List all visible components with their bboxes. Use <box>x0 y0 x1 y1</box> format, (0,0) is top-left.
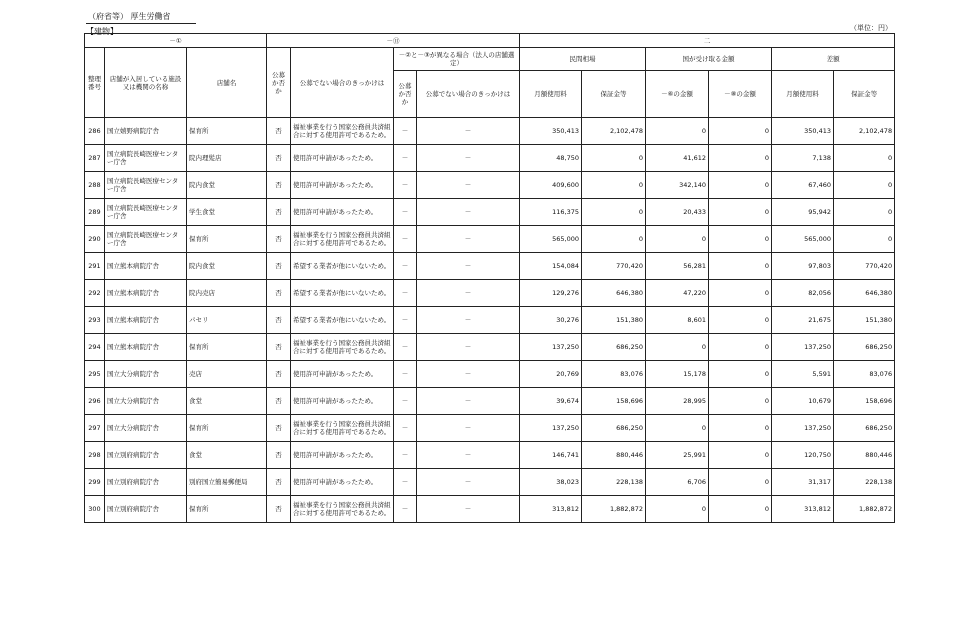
row-state-8: 0 <box>709 226 772 253</box>
row-state-6: 56,281 <box>646 253 709 280</box>
table-row <box>85 307 895 334</box>
row-facility: 国立大分病院庁舎 <box>105 361 187 388</box>
row-reason: 希望する業者が他にいないため。 <box>291 307 394 334</box>
row-state-8: 0 <box>709 496 772 523</box>
row-diff-deposit: 0 <box>834 226 895 253</box>
row-state-8: 0 <box>709 469 772 496</box>
row-reason: 福祉事業を行う国家公務員共済組合に対する使用許可であるため。 <box>291 118 394 145</box>
row-diff-deposit: 880,446 <box>834 442 895 469</box>
row-market-deposit: 686,250 <box>582 334 646 361</box>
row-reason2: － <box>417 334 520 361</box>
row-no: 296 <box>85 388 105 415</box>
col-amount6-header: －⑥の金額 <box>646 71 709 118</box>
row-public: 否 <box>267 172 291 199</box>
row-store: 保育所 <box>187 415 267 442</box>
row-store: 保育所 <box>187 118 267 145</box>
row-diff-deposit: 158,696 <box>834 388 895 415</box>
row-reason2: － <box>417 496 520 523</box>
row-diff-deposit: 686,250 <box>834 415 895 442</box>
row-public: 否 <box>267 469 291 496</box>
row-market-monthly: 20,769 <box>520 361 582 388</box>
row-public: 否 <box>267 361 291 388</box>
row-public2: － <box>394 415 417 442</box>
row-state-6: 0 <box>646 118 709 145</box>
row-store: 保育所 <box>187 334 267 361</box>
row-state-6: 20,433 <box>646 199 709 226</box>
row-market-deposit: 0 <box>582 226 646 253</box>
row-diff-monthly: 95,942 <box>772 199 834 226</box>
table-row <box>85 199 895 226</box>
row-state-6: 342,140 <box>646 172 709 199</box>
row-state-8: 0 <box>709 172 772 199</box>
row-reason2: － <box>417 442 520 469</box>
row-store: 院内売店 <box>187 280 267 307</box>
row-facility: 国立病院長崎医療センター庁舎 <box>105 172 187 199</box>
row-reason2: － <box>417 199 520 226</box>
table-row <box>85 253 895 280</box>
row-state-6: 0 <box>646 226 709 253</box>
row-diff-deposit: 770,420 <box>834 253 895 280</box>
row-public: 否 <box>267 334 291 361</box>
row-store: 別府国立簡易郵便局 <box>187 469 267 496</box>
sub-diff-header: －②と－③が異なる場合（法人の店舗選定） <box>394 48 520 71</box>
row-public2: － <box>394 199 417 226</box>
row-store: 院内食堂 <box>187 172 267 199</box>
row-market-deposit: 646,380 <box>582 280 646 307</box>
row-state-8: 0 <box>709 280 772 307</box>
group-1-header: －① <box>85 34 267 48</box>
row-state-6: 8,601 <box>646 307 709 334</box>
table-row <box>85 334 895 361</box>
row-reason: 使用許可申請があったため。 <box>291 172 394 199</box>
row-state-8: 0 <box>709 307 772 334</box>
row-market-deposit: 83,076 <box>582 361 646 388</box>
row-market-deposit: 228,138 <box>582 469 646 496</box>
row-market-monthly: 565,000 <box>520 226 582 253</box>
row-market-deposit: 880,446 <box>582 442 646 469</box>
row-diff-monthly: 350,413 <box>772 118 834 145</box>
row-reason2: － <box>417 118 520 145</box>
row-public: 否 <box>267 253 291 280</box>
row-diff-monthly: 97,803 <box>772 253 834 280</box>
row-public2: － <box>394 118 417 145</box>
col-public-header: 公募か否か <box>267 48 291 118</box>
row-diff-monthly: 67,460 <box>772 172 834 199</box>
table-row <box>85 442 895 469</box>
row-market-monthly: 129,276 <box>520 280 582 307</box>
row-store: パセリ <box>187 307 267 334</box>
row-diff-deposit: 151,380 <box>834 307 895 334</box>
row-no: 291 <box>85 253 105 280</box>
row-state-6: 0 <box>646 496 709 523</box>
row-public: 否 <box>267 415 291 442</box>
row-no: 294 <box>85 334 105 361</box>
row-facility: 国立病院長崎医療センター庁舎 <box>105 199 187 226</box>
row-public2: － <box>394 307 417 334</box>
row-state-6: 0 <box>646 334 709 361</box>
row-diff-deposit: 686,250 <box>834 334 895 361</box>
row-store: 保育所 <box>187 496 267 523</box>
ministry-underline <box>86 23 196 24</box>
row-store: 食堂 <box>187 388 267 415</box>
row-reason: 福祉事業を行う国家公務員共済組合に対する使用許可であるため。 <box>291 415 394 442</box>
row-facility: 国立熊本病院庁舎 <box>105 280 187 307</box>
row-facility: 国立熊本病院庁舎 <box>105 334 187 361</box>
row-diff-monthly: 313,812 <box>772 496 834 523</box>
row-facility: 国立別府病院庁舎 <box>105 442 187 469</box>
row-market-monthly: 313,812 <box>520 496 582 523</box>
category-label: 【建物】 <box>86 27 118 36</box>
row-no: 289 <box>85 199 105 226</box>
row-facility: 国立嬉野病院庁舎 <box>105 118 187 145</box>
row-reason2: － <box>417 415 520 442</box>
row-diff-deposit: 0 <box>834 199 895 226</box>
row-reason: 希望する業者が他にいないため。 <box>291 280 394 307</box>
row-no: 297 <box>85 415 105 442</box>
table-row <box>85 118 895 145</box>
table-row <box>85 415 895 442</box>
row-reason: 使用許可申請があったため。 <box>291 199 394 226</box>
col-monthly-header: 月額使用料 <box>520 71 582 118</box>
row-market-monthly: 116,375 <box>520 199 582 226</box>
row-reason: 使用許可申請があったため。 <box>291 388 394 415</box>
table-row <box>85 361 895 388</box>
table-row <box>85 145 895 172</box>
row-facility: 国立大分病院庁舎 <box>105 388 187 415</box>
row-state-6: 47,220 <box>646 280 709 307</box>
row-public2: － <box>394 469 417 496</box>
data-table <box>84 33 895 523</box>
row-state-8: 0 <box>709 253 772 280</box>
row-public2: － <box>394 226 417 253</box>
row-reason2: － <box>417 361 520 388</box>
row-reason: 使用許可申請があったため。 <box>291 145 394 172</box>
row-market-monthly: 146,741 <box>520 442 582 469</box>
row-public2: － <box>394 388 417 415</box>
difference-header: 差額 <box>772 48 895 71</box>
row-reason2: － <box>417 253 520 280</box>
row-reason2: － <box>417 280 520 307</box>
row-reason: 使用許可申請があったため。 <box>291 442 394 469</box>
row-public: 否 <box>267 199 291 226</box>
group-2-header: 二 <box>520 34 895 48</box>
table-row <box>85 469 895 496</box>
row-diff-monthly: 565,000 <box>772 226 834 253</box>
row-reason: 使用許可申請があったため。 <box>291 361 394 388</box>
row-public2: － <box>394 280 417 307</box>
col-facility-header: 店舗が入居している施設又は機関の名称 <box>105 48 187 118</box>
row-no: 295 <box>85 361 105 388</box>
row-diff-monthly: 5,591 <box>772 361 834 388</box>
row-facility: 国立別府病院庁舎 <box>105 496 187 523</box>
row-diff-deposit: 2,102,478 <box>834 118 895 145</box>
row-state-8: 0 <box>709 199 772 226</box>
row-market-deposit: 2,102,478 <box>582 118 646 145</box>
row-state-8: 0 <box>709 334 772 361</box>
row-diff-monthly: 31,317 <box>772 469 834 496</box>
col-no-header: 整理番号 <box>85 48 105 118</box>
table-row <box>85 280 895 307</box>
row-facility: 国立病院長崎医療センター庁舎 <box>105 226 187 253</box>
col-deposit2-header: 保証金等 <box>834 71 895 118</box>
row-reason: 福祉事業を行う国家公務員共済組合に対する使用許可であるため。 <box>291 334 394 361</box>
row-public2: － <box>394 496 417 523</box>
row-diff-monthly: 137,250 <box>772 334 834 361</box>
row-public2: － <box>394 253 417 280</box>
row-reason2: － <box>417 388 520 415</box>
row-reason2: － <box>417 172 520 199</box>
group-11-header: －⑪ <box>267 34 520 48</box>
row-market-monthly: 48,750 <box>520 145 582 172</box>
row-market-deposit: 158,696 <box>582 388 646 415</box>
row-no: 298 <box>85 442 105 469</box>
row-market-monthly: 39,674 <box>520 388 582 415</box>
row-diff-deposit: 0 <box>834 172 895 199</box>
row-reason2: － <box>417 145 520 172</box>
row-public2: － <box>394 172 417 199</box>
row-market-deposit: 686,250 <box>582 415 646 442</box>
row-state-8: 0 <box>709 118 772 145</box>
row-public: 否 <box>267 226 291 253</box>
row-diff-deposit: 1,882,872 <box>834 496 895 523</box>
col-reason-header: 公募でない場合のきっかけは <box>291 48 394 118</box>
table-row <box>85 388 895 415</box>
row-diff-deposit: 646,380 <box>834 280 895 307</box>
row-state-8: 0 <box>709 145 772 172</box>
unit-label: （単位：円） <box>850 24 892 32</box>
row-state-8: 0 <box>709 361 772 388</box>
col-store-header: 店舗名 <box>187 48 267 118</box>
row-public: 否 <box>267 496 291 523</box>
row-diff-deposit: 83,076 <box>834 361 895 388</box>
row-public: 否 <box>267 307 291 334</box>
row-market-deposit: 0 <box>582 172 646 199</box>
row-public: 否 <box>267 118 291 145</box>
row-store: 学生食堂 <box>187 199 267 226</box>
row-diff-deposit: 228,138 <box>834 469 895 496</box>
row-market-monthly: 409,600 <box>520 172 582 199</box>
row-public: 否 <box>267 442 291 469</box>
row-reason2: － <box>417 226 520 253</box>
row-market-deposit: 1,882,872 <box>582 496 646 523</box>
row-market-monthly: 350,413 <box>520 118 582 145</box>
row-store: 売店 <box>187 361 267 388</box>
row-facility: 国立大分病院庁舎 <box>105 415 187 442</box>
col-reason2-header: 公募でない場合のきっかけは <box>417 71 520 118</box>
row-diff-monthly: 10,679 <box>772 388 834 415</box>
row-state-6: 41,612 <box>646 145 709 172</box>
row-market-monthly: 137,250 <box>520 415 582 442</box>
row-reason2: － <box>417 469 520 496</box>
table-row <box>85 172 895 199</box>
col-deposit-header: 保証金等 <box>582 71 646 118</box>
row-no: 293 <box>85 307 105 334</box>
row-market-deposit: 770,420 <box>582 253 646 280</box>
row-market-deposit: 0 <box>582 145 646 172</box>
row-no: 286 <box>85 118 105 145</box>
row-state-6: 6,706 <box>646 469 709 496</box>
row-state-8: 0 <box>709 415 772 442</box>
row-store: 院内食堂 <box>187 253 267 280</box>
row-facility: 国立別府病院庁舎 <box>105 469 187 496</box>
row-public2: － <box>394 361 417 388</box>
row-reason2: － <box>417 307 520 334</box>
row-diff-monthly: 82,056 <box>772 280 834 307</box>
table-row <box>85 226 895 253</box>
row-diff-monthly: 7,138 <box>772 145 834 172</box>
row-no: 287 <box>85 145 105 172</box>
row-state-6: 15,178 <box>646 361 709 388</box>
row-state-6: 25,991 <box>646 442 709 469</box>
row-state-6: 0 <box>646 415 709 442</box>
row-state-6: 28,995 <box>646 388 709 415</box>
col-amount8-header: －⑧の金額 <box>709 71 772 118</box>
row-facility: 国立熊本病院庁舎 <box>105 307 187 334</box>
row-diff-monthly: 21,675 <box>772 307 834 334</box>
row-market-deposit: 151,380 <box>582 307 646 334</box>
row-facility: 国立熊本病院庁舎 <box>105 253 187 280</box>
row-reason: 福祉事業を行う国家公務員共済組合に対する使用許可であるため。 <box>291 496 394 523</box>
row-facility: 国立病院長崎医療センター庁舎 <box>105 145 187 172</box>
row-public2: － <box>394 442 417 469</box>
row-diff-deposit: 0 <box>834 145 895 172</box>
row-store: 食堂 <box>187 442 267 469</box>
row-reason: 希望する業者が他にいないため。 <box>291 253 394 280</box>
ministry-label: （府省等） 厚生労働省 <box>88 12 171 21</box>
row-market-monthly: 38,023 <box>520 469 582 496</box>
row-store: 院内理髪店 <box>187 145 267 172</box>
row-reason: 使用許可申請があったため。 <box>291 469 394 496</box>
col-monthly2-header: 月額使用料 <box>772 71 834 118</box>
row-diff-monthly: 137,250 <box>772 415 834 442</box>
row-market-deposit: 0 <box>582 199 646 226</box>
row-market-monthly: 137,250 <box>520 334 582 361</box>
col-public2-header: 公募か否か <box>394 71 417 118</box>
row-diff-monthly: 120,750 <box>772 442 834 469</box>
row-public2: － <box>394 334 417 361</box>
market-header: 民間相場 <box>520 48 646 71</box>
row-no: 288 <box>85 172 105 199</box>
state-header: 国が受け取る金額 <box>646 48 772 71</box>
row-reason: 福祉事業を行う国家公務員共済組合に対する使用許可であるため。 <box>291 226 394 253</box>
row-store: 保育所 <box>187 226 267 253</box>
row-market-monthly: 154,084 <box>520 253 582 280</box>
table-row <box>85 496 895 523</box>
row-state-8: 0 <box>709 442 772 469</box>
row-no: 300 <box>85 496 105 523</box>
row-state-8: 0 <box>709 388 772 415</box>
row-market-monthly: 30,276 <box>520 307 582 334</box>
row-public: 否 <box>267 145 291 172</box>
row-no: 299 <box>85 469 105 496</box>
row-public2: － <box>394 145 417 172</box>
row-public: 否 <box>267 388 291 415</box>
row-no: 292 <box>85 280 105 307</box>
row-public: 否 <box>267 280 291 307</box>
row-no: 290 <box>85 226 105 253</box>
